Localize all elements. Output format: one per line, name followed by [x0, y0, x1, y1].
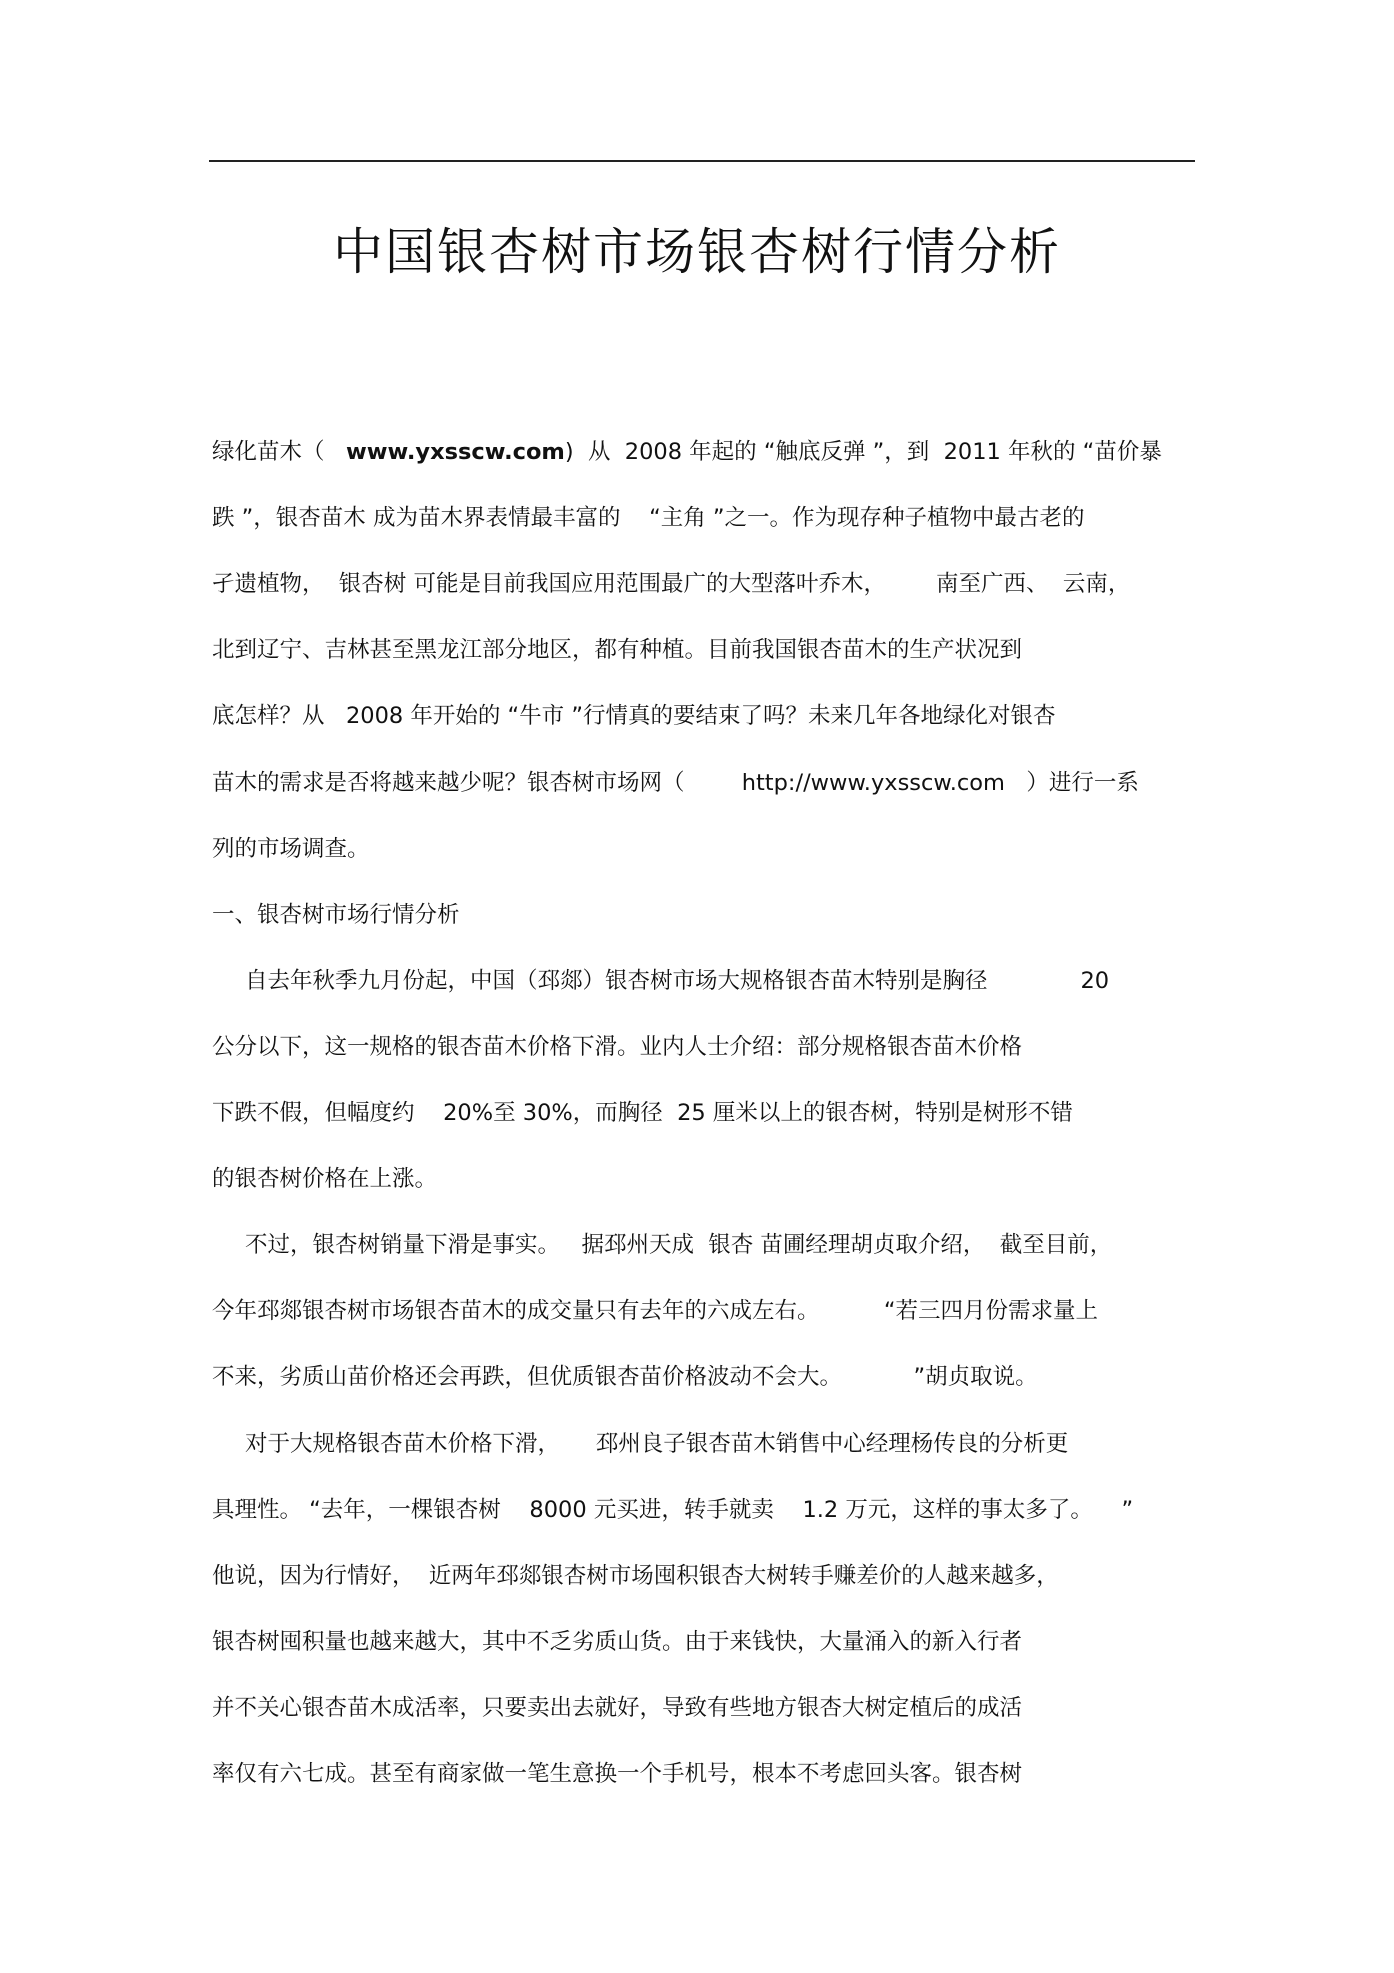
body-line-text: 绿化苗木（ — [212, 439, 346, 465]
body-line — [212, 635, 1022, 665]
body-line — [212, 1759, 1022, 1789]
body-line-text: 北到辽宁、吉林甚至黑龙江部分地区，都有种植。目前我国银杏苗木的生产状况到 — [212, 637, 1023, 664]
body-line-text: 具理性。 “去年，一棵银杏树 8000 元买进，转手就卖 1.2 万元，这样的事太多了。 ” — [212, 1496, 1134, 1523]
body-line-text: ) 从 2008 年起的 “触底反弹 ”，到 2011 年秋的 “苗价暴 — [564, 439, 1162, 465]
body-line-text: 底怎样？从 2008 年开始的 “牛市 ”行情真的要结束了吗？未来几年各地绿化对银杏 — [212, 703, 1056, 730]
body-line — [212, 1164, 437, 1194]
body-line-text: 自去年秋季九月份起，中国（邳郯）银杏树市场大规格银杏苗木特别是胸径 20 — [245, 967, 1110, 994]
body-line-text: 不来，劣质山苗价格还会再跌，但优质银杏苗价格波动不会大。 ”胡贞取说。 — [212, 1364, 1038, 1391]
body-line-text: 今年邳郯银杏树市场银杏苗木的成交量只有去年的六成左右。 “若三四月份需求量上 — [212, 1298, 1099, 1325]
body-line — [212, 701, 1056, 731]
body-line — [212, 503, 1085, 533]
body-line — [212, 1627, 1022, 1657]
body-line-text: 对于大规格银杏苗木价格下滑， 邳州良子银杏苗木销售中心经理杨传良的分析更 — [245, 1430, 1069, 1457]
body-line-text: 他说，因为行情好， 近两年邳郯银杏树市场囤积银杏大树转手赚差价的人越来越多， — [212, 1562, 1059, 1589]
body-line-text: 一、银杏树市场行情分析 — [212, 901, 460, 928]
body-line — [212, 1495, 1133, 1525]
body-line — [212, 1098, 1073, 1128]
body-line — [212, 834, 370, 864]
body-line-text: 的银杏树价格在上涨。 — [212, 1166, 438, 1193]
body-line-text: 列的市场调查。 — [212, 835, 370, 862]
header-divider — [209, 160, 1195, 162]
body-line-text: 并不关心银杏苗木成活率，只要卖出去就好，导致有些地方银杏大树定植后的成活 — [212, 1694, 1023, 1721]
body-line — [212, 1032, 1022, 1062]
website-link-text: www.yxsscw.com — [345, 439, 565, 465]
body-line — [212, 900, 460, 930]
body-line — [212, 1693, 1022, 1723]
body-line — [245, 1429, 1068, 1459]
body-line — [212, 437, 1162, 467]
body-line — [212, 768, 1139, 798]
body-line-text: 孑遗植物， 银杏树 可能是目前我国应用范围最广的大型落叶乔木， 南至广西、 云南， — [212, 571, 1131, 598]
body-line-text: 银杏树囤积量也越来越大，其中不乏劣质山货。由于来钱快，大量涌入的新入行者 — [212, 1628, 1023, 1655]
body-line — [245, 1230, 1112, 1260]
body-line — [212, 1561, 1059, 1591]
document-title: 中国银杏树市场银杏树行情分析 — [333, 223, 1061, 281]
body-line — [245, 966, 1109, 996]
body-line-text: 下跌不假，但幅度约 20%至 30%，而胸径 25 厘米以上的银杏树，特别是树形不错 — [212, 1100, 1073, 1126]
body-line — [212, 569, 1130, 599]
body-line-text: 率仅有六七成。甚至有商家做一笔生意换一个手机号，根本不考虑回头客。银杏树 — [212, 1761, 1023, 1787]
body-line-text: 公分以下，这一规格的银杏苗木价格下滑。业内人士介绍：部分规格银杏苗木价格 — [212, 1033, 1023, 1060]
body-line-text: 跌 ”，银杏苗木 成为苗木界表情最丰富的 “主角 ”之一。作为现存种子植物中最古老的 — [212, 505, 1085, 532]
body-line — [212, 1362, 1038, 1392]
body-line-text: 苗木的需求是否将越来越少呢？银杏树市场网（ http://www.yxsscw.com ）进行一系 — [212, 769, 1139, 796]
body-line — [212, 1296, 1098, 1326]
body-line-text: 不过，银杏树销量下滑是事实。 据邳州天成 银杏 苗圃经理胡贞取介绍， 截至目前， — [245, 1232, 1113, 1259]
